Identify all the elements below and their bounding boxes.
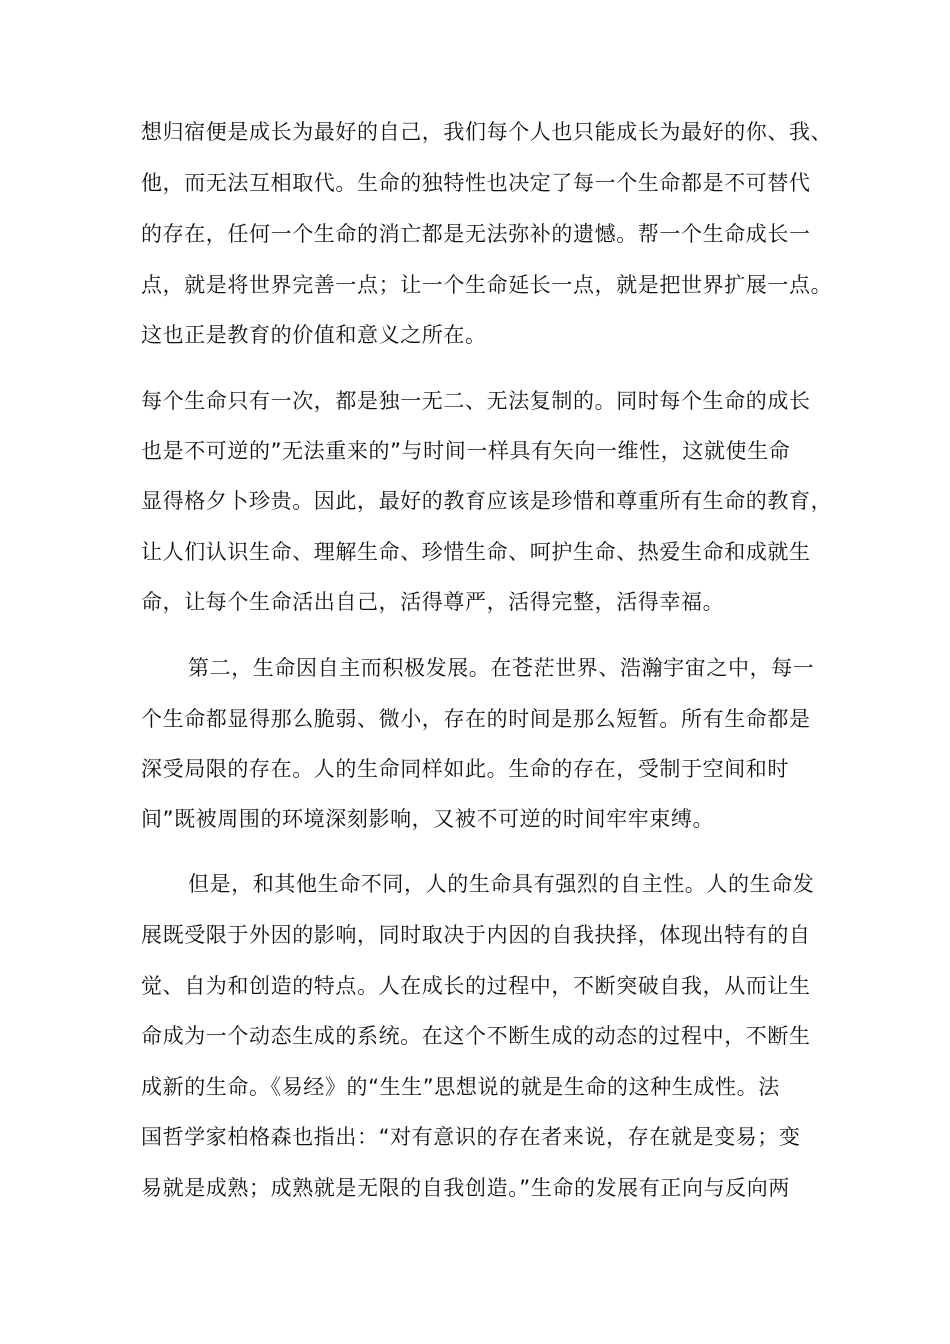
paragraph-1-line-3: 的存在，任何一个生命的消亡都是无法弥补的遗憾。帮一个生命成长一 <box>141 222 811 246</box>
paragraph-4-line-1: 但是，和其他生命不同，人的生命具有强烈的自主性。人的生命发 <box>188 872 815 896</box>
paragraph-2-line-1: 每个生命只有一次，都是独一无二、无法复制的。同时每个生命的成长 <box>141 389 811 413</box>
paragraph-4-line-4: 命成为一个动态生成的系统。在这个不断生成的动态的过程中，不断生 <box>141 1024 811 1048</box>
paragraph-4-line-3: 觉、自为和创造的特点。人在成长的过程中，不断突破自我，从而让生 <box>141 974 811 998</box>
paragraph-4-line-2: 展既受限于外因的影响，同时取决于内因的自我抉择，体现出特有的自 <box>141 923 811 947</box>
paragraph-1-line-5: 这也正是教育的价值和意义之所在。 <box>141 323 487 347</box>
paragraph-1-line-4: 点，就是将世界完善一点；让一个生命延长一点，就是把世界扩展一点。 <box>141 273 833 297</box>
paragraph-3-line-3: 深受局限的存在。人的生命同样如此。生命的存在，受制于空间和时 <box>141 757 789 781</box>
paragraph-4-line-5: 成新的生命。《易经》的“生生”思想说的就是生命的这种生成性。法 <box>141 1075 780 1099</box>
paragraph-3-line-2: 个生命都显得那么脆弱、微小，存在的时间是那么短暂。所有生命都是 <box>141 707 811 731</box>
paragraph-3-line-1: 第二，生命因自主而积极发展。在苍茫世界、浩瀚宇宙之中，每一 <box>188 656 815 680</box>
paragraph-2-line-4: 让人们认识生命、理解生命、珍惜生命、呵护生命、热爱生命和成就生 <box>141 540 811 564</box>
paragraph-1-line-1: 想归宿便是成长为最好的自己，我们每个人也只能成长为最好的你、我、 <box>141 120 833 144</box>
paragraph-3-line-4: 间”既被周围的环境深刻影响，又被不可逆的时间牢牢束缚。 <box>141 807 715 831</box>
paragraph-1-line-2: 他，而无法互相取代。生命的独特性也决定了每一个生命都是不可替代 <box>141 171 811 195</box>
paragraph-2-line-3: 显得格夕卜珍贵。因此，最好的教育应该是珍惜和尊重所有生命的教育， <box>141 489 833 513</box>
paragraph-2-line-5: 命，让每个生命活出自己，活得尊严，活得完整，活得幸福。 <box>141 590 725 614</box>
paragraph-2-line-2: 也是不可逆的”无法重来的”与时间一样具有矢向一维性，这就使生命 <box>141 439 791 463</box>
paragraph-4-line-7: 易就是成熟；成熟就是无限的自我创造。”生命的发展有正向与反向两 <box>141 1176 790 1200</box>
paragraph-4-line-6: 国哲学家柏格森也指出：“对有意识的存在者来说，存在就是变易；变 <box>141 1125 801 1149</box>
